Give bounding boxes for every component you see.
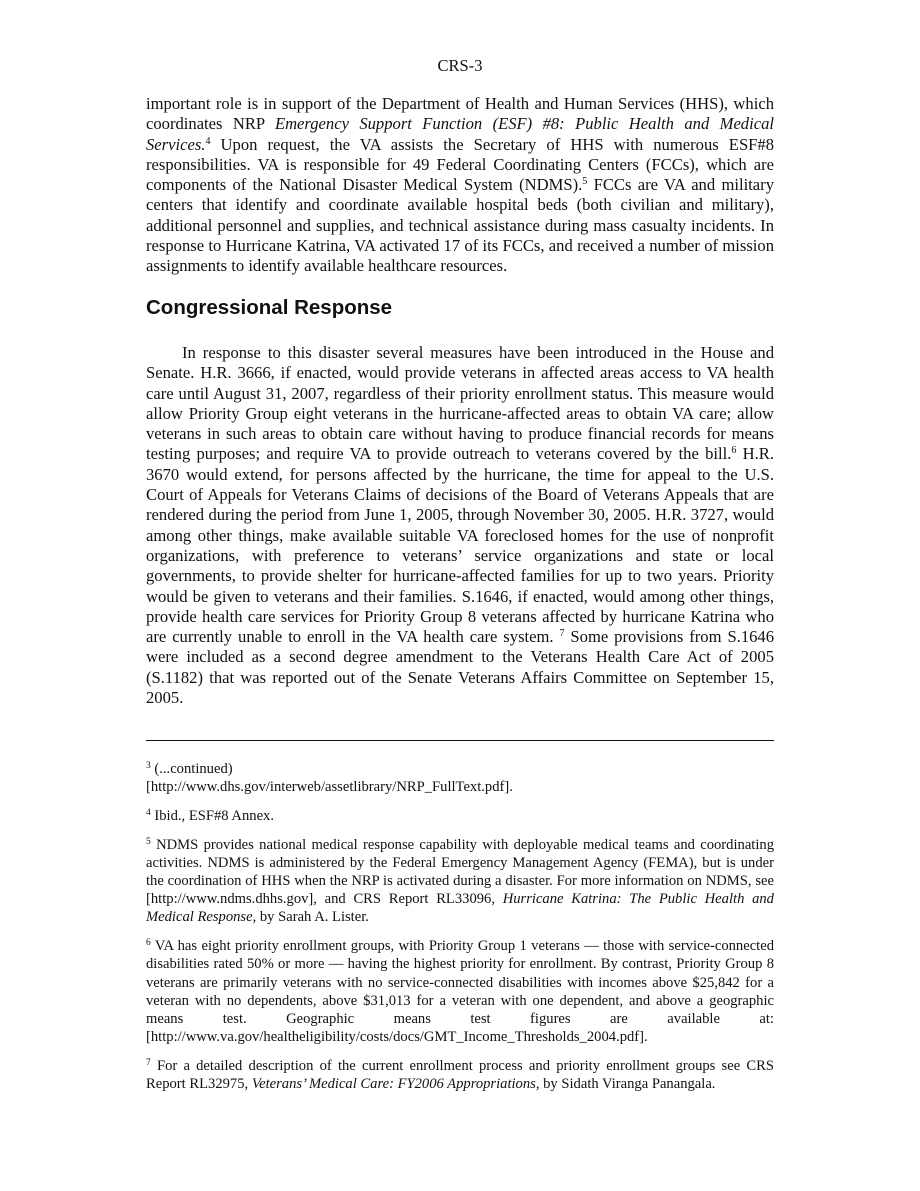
footnotes-section [146,760,774,1104]
footnote-3 [146,760,774,796]
footnote-7-report-title: Veterans’ Medical Care: FY2006 Appropriations, [251,1076,540,1093]
body-paragraph-fcc [146,94,774,277]
para1-italic-esf8: Emergency Support Function (ESF) #8: Public Health and Medical Services. [146,114,774,154]
para1-text-3: FCCs are VA and military centers that identify and coordinate available hospital beds (both civilian and military), additional personnel and supplies, and technical assistance during mass casualty incidents. In response to Hurricane Katrina, VA activated 17 of its FCCs, and received a number of mission assignments to identify available healthcare resources. [146,175,774,276]
footnote-3-line-1 [146,760,774,778]
footnote-3-url: [http://www.dhs.gov/interweb/assetlibrary/NRP_FullText.pdf]. [146,779,513,796]
footnote-4-text: Ibid., ESF#8 Annex. [150,807,274,824]
footnote-7 [146,1057,774,1093]
para2-text-1: In response to this disaster several measures have been introduced in the House and Senate. H.R. 3666, if enacted, would provide veterans in affected areas access to VA health care until August 31, 2007, regardless of their priority enrollment status. This measure would allow Priority Group eight veterans in the hurricane-affected areas to obtain VA care; allow veterans in such areas to obtain care without having to produce financial records for means testing purposes; and require VA to provide outreach to veterans covered by the bill. [146,343,774,464]
footnote-ref-7: 7 [559,628,565,640]
footnote-5-text: NDMS provides national medical response capability with deployable medical teams and coordinating activities. NDMS is administered by the Federal Emergency Management Agency (FEMA), but is under the coordination of HHS when the NRP is activated during a disaster. For more information on NDMS, see [http://www.ndms.dhhs.gov], and CRS Report RL33096, [146,836,774,908]
para1-text-2: Upon request, the VA assists the Secretary of HHS with numerous ESF#8 responsibilities. VA is responsible for 49 Federal Coordinating Centers (FCCs), which are components of the National Disaster Medical System (NDMS). [146,134,774,195]
para2-text-2: H.R. 3670 would extend, for persons affected by the hurricane, the time for appeal to the U.S. Court of Appeals for Veterans Claims of decisions of the Board of Veterans Appeals that are rendered during the period from June 1, 2005, through November 30, 2005. H.R. 3727, would among other things, make available suitable VA foreclosed homes for the use of nonprofit organizations, with preference to veterans’ service organizations and state or local governments, to provide shelter for hurricane-affected families for up to two years. Priority would be given to veterans and their families. S.1646, if enacted, would among other things, provide health care services for Priority Group 8 veterans affected by hurricane Katrina who are currently unable to enroll in the VA health care system. [146,444,775,647]
footnote-ref-4: 4 [205,135,211,147]
footnote-4-mark: 4 [146,807,151,818]
footnote-6-text: VA has eight priority enrollment groups, with Priority Group 1 veterans — those with service-connected disabilities rated 50% or more — having the highest priority for enrollment. By contrast, Priority Group 8 veterans are primarily veterans with no service-connected disabilities with incomes above $25,842 for a veteran with no dependents, above $31,013 for a veteran with one dependent, and above a geographic means test. Geographic means test figures are available at: [http://www.va.gov/healtheligibility/costs/docs/GMT_Income_Thresholds_2004.pdf]. [146,938,774,1046]
body-paragraph-congressional [146,343,774,708]
para1-text-1: important role is in support of the Department of Health and Human Services (HHS), which coordinates NRP [146,94,774,134]
footnote-5 [146,836,774,927]
section-heading-congressional-response: Congressional Response [146,296,393,319]
footnote-5-mark: 5 [146,836,151,847]
page-number-header: CRS-3 [437,56,483,75]
footnote-3-continued: (...continued) [150,761,233,777]
footnote-ref-5: 5 [582,176,588,188]
footnote-6-mark: 6 [146,938,151,949]
para2-text-3: Some provisions from S.1646 were included as a second degree amendment to the Veterans Health Care Act of 2005 (S.1182) that was reported out of the Senate Veterans Affairs Committee on September 15, 2005. [146,627,775,708]
footnote-5-author: by Sarah A. Lister. [256,909,369,926]
footnote-7-mark: 7 [146,1057,151,1068]
footnote-5-report-title: Hurricane Katrina: The Public Health and Medical Response, [146,891,774,926]
footnote-6 [146,937,774,1046]
footnote-7-author: by Sidath Viranga Panangala. [539,1076,716,1093]
footnote-divider [146,740,774,741]
footnote-7-text: For a detailed description of the current enrollment process and priority enrollment groups see CRS Report RL32975, [146,1057,774,1093]
footnote-3-mark: 3 [146,761,151,771]
footnote-4 [146,807,774,825]
footnote-ref-6: 6 [731,445,737,457]
